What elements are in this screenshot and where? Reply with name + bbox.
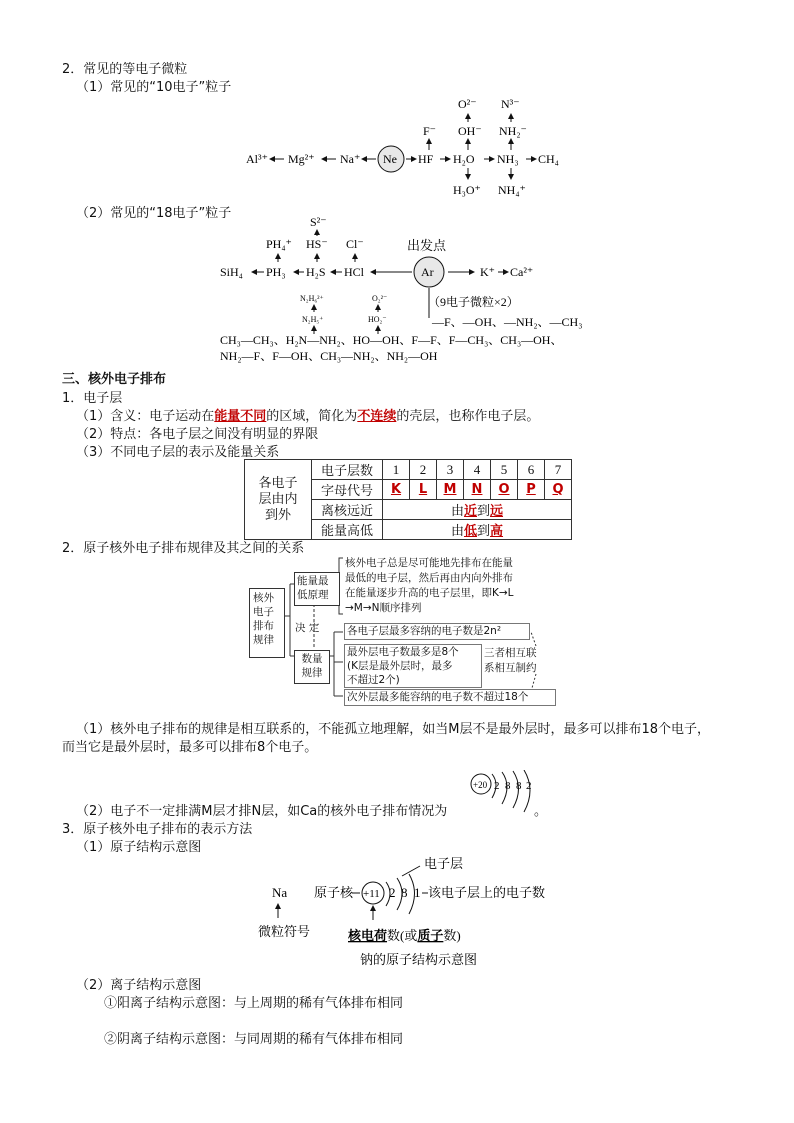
cation-note: ①阳离子结构示意图：与上周期的稀有气体排布相同 bbox=[104, 996, 404, 1011]
symbol-label: 微粒符号 bbox=[258, 924, 311, 939]
groups: —F、—OH、—NH₂、—CH₃ bbox=[432, 315, 583, 329]
heading-electron-layer: 1．电子层 bbox=[62, 391, 123, 406]
ten-electron-diagram bbox=[240, 92, 570, 204]
na-symbol: Na bbox=[272, 885, 288, 900]
chain-hcl: HCl bbox=[344, 265, 365, 279]
eighteen-electron-diagram bbox=[214, 212, 594, 364]
small-n2h6: N₂H₆²⁺ bbox=[300, 294, 324, 303]
up-f: F⁻ bbox=[423, 124, 437, 138]
up-oh: OH⁻ bbox=[458, 124, 482, 138]
down-nh4: NH₄⁺ bbox=[498, 183, 526, 197]
ca-shell-4: 2 bbox=[526, 780, 532, 792]
ca-shell-3: 8 bbox=[516, 780, 522, 792]
up-o2: O²⁻ bbox=[458, 97, 477, 111]
charge-label: 核电荷数(或质子数) bbox=[348, 928, 461, 943]
chain-k: K⁺ bbox=[480, 265, 495, 279]
section-title-isoelectronic: 2．常见的等电子微粒 bbox=[62, 62, 188, 77]
na-shell-2: 8 bbox=[401, 885, 408, 900]
center-ne: Ne bbox=[383, 152, 397, 166]
rule-outermost: 最外层电子数最多是8个 (K层是最外层时，最多 不超过2个) bbox=[344, 644, 482, 688]
table-left-label: 各电子 层由内 到外 bbox=[245, 460, 312, 540]
definition-line: （1）含义：电子运动在能量不同的区域，简化为不连续的壳层，也称作电子层。 bbox=[76, 409, 540, 424]
chain-h2o: H₂O bbox=[453, 152, 475, 166]
up-hs: HS⁻ bbox=[306, 237, 328, 251]
heading-representation: 3．原子核外电子排布的表示方法 bbox=[62, 822, 253, 837]
chain-mg: Mg²⁺ bbox=[288, 152, 315, 166]
up-ph4: PH₄⁺ bbox=[266, 237, 292, 251]
chain-nh3: NH₃ bbox=[497, 152, 519, 166]
subtitle-ion-diagram: （2）离子结构示意图 bbox=[76, 978, 202, 993]
na-nucleus: +11 bbox=[363, 888, 380, 900]
electron-layer-table: 各电子 层由内 到外 电子层数 1 2 3 4 5 6 7 字母代号 K L M N O P Q 离核远近 由近到远 能量高低 由低到高 bbox=[244, 459, 572, 540]
na-atom-diagram bbox=[256, 850, 566, 974]
node-quantity: 数量 规律 bbox=[294, 650, 330, 684]
chain-h2s: H₂S bbox=[306, 265, 326, 279]
rule-para-2-end: 。 bbox=[534, 804, 548, 819]
na-shell-3: 1 bbox=[414, 885, 421, 900]
nucleus-label: 原子核 bbox=[314, 885, 354, 900]
rule-energy-text: 核外电子总是尽可能地先排布在能量 最低的电子层，然后再由内向外排布 在能量逐步升高的电子层里，即K→L →M→N顺序排列 bbox=[345, 557, 514, 614]
distance-cell: 由近到远 bbox=[383, 500, 572, 520]
subtitle-18-electron: （2）常见的“18电子”粒子 bbox=[76, 206, 232, 221]
layer-label: 电子层 bbox=[424, 856, 464, 871]
rule-para-1: （1）核外电子排布的规律是相互联系的，不能孤立地理解，如当M层不是最外层时，最多可以排布18个电子， bbox=[76, 722, 711, 737]
up-n3: N³⁻ bbox=[501, 97, 520, 111]
up-nh2: NH₂⁻ bbox=[499, 124, 527, 138]
rules-root: 核外 电子 排布 规律 bbox=[249, 588, 285, 658]
feature-line: （2）特点：各电子层之间没有明显的界限 bbox=[76, 427, 319, 442]
chain-ph3: PH₃ bbox=[266, 265, 286, 279]
section-title-electron-config: 三、核外电子排布 bbox=[62, 372, 167, 387]
decide-label: 决 定 bbox=[295, 622, 320, 634]
node-lowest-energy: 能量最 低原理 bbox=[294, 572, 340, 606]
note-9e: （9电子微粒×2） bbox=[428, 295, 519, 309]
chain-ch4: CH₄ bbox=[538, 152, 559, 166]
small-n2h5: N₂H₅⁺ bbox=[302, 315, 324, 324]
down-h3o: H₃O⁺ bbox=[453, 183, 481, 197]
subtitle-10-electron: （1）常见的“10电子”粒子 bbox=[76, 80, 232, 95]
chain-sih4: SiH₄ bbox=[220, 265, 243, 279]
start-label: 出发点 bbox=[407, 238, 447, 253]
rule-max-per-layer: 各电子层最多容纳的电子数是2n² bbox=[344, 623, 530, 640]
small-o2: O₂²⁻ bbox=[372, 294, 388, 303]
chain-ca: Ca²⁺ bbox=[510, 265, 534, 279]
representation-line: （3）不同电子层的表示及能量关系 bbox=[76, 445, 280, 460]
up-s2: S²⁻ bbox=[310, 215, 327, 229]
chain-hf: HF bbox=[418, 152, 434, 166]
ca-shell-1: 2 bbox=[494, 780, 500, 792]
na-caption: 钠的原子结构示意图 bbox=[360, 952, 478, 967]
heading-rules: 2．原子核外电子排布规律及其之间的关系 bbox=[62, 541, 305, 556]
rules-side-note: 三者相互联 系相互制约 bbox=[484, 647, 537, 674]
center-ar: Ar bbox=[421, 265, 434, 279]
anion-note: ②阴离子结构示意图：与同周期的稀有气体排布相同 bbox=[104, 1032, 404, 1047]
ca-shell-2: 8 bbox=[505, 780, 511, 792]
ca-structure-diagram bbox=[464, 770, 544, 814]
energy-cell: 由低到高 bbox=[383, 520, 572, 540]
up-cl: Cl⁻ bbox=[346, 237, 364, 251]
pairs-line2: NH₂—F、F—OH、CH₃—NH₂、NH₂—OH bbox=[220, 349, 438, 363]
small-ho2: HO₂⁻ bbox=[368, 315, 387, 324]
rule-para-2: （2）电子不一定排满M层才排N层，如Ca的核外电子排布情况为 bbox=[76, 804, 448, 819]
na-shell-1: 2 bbox=[389, 885, 396, 900]
ca-nucleus: +20 bbox=[473, 780, 488, 790]
chain-na: Na⁺ bbox=[340, 152, 361, 166]
rule-second-outer: 次外层最多能容纳的电子数不超过18个 bbox=[344, 689, 556, 706]
pairs-line1: CH₃—CH₃、H₂N—NH₂、HO—OH、F—F、F—CH₃、CH₃—OH、 bbox=[220, 333, 563, 347]
rule-para-1b: 而当它是最外层时，最多可以排布8个电子。 bbox=[62, 740, 318, 755]
chain-al: Al³⁺ bbox=[246, 152, 268, 166]
count-label: 该电子层上的电子数 bbox=[428, 885, 546, 900]
subtitle-atom-diagram: （1）原子结构示意图 bbox=[76, 840, 202, 855]
